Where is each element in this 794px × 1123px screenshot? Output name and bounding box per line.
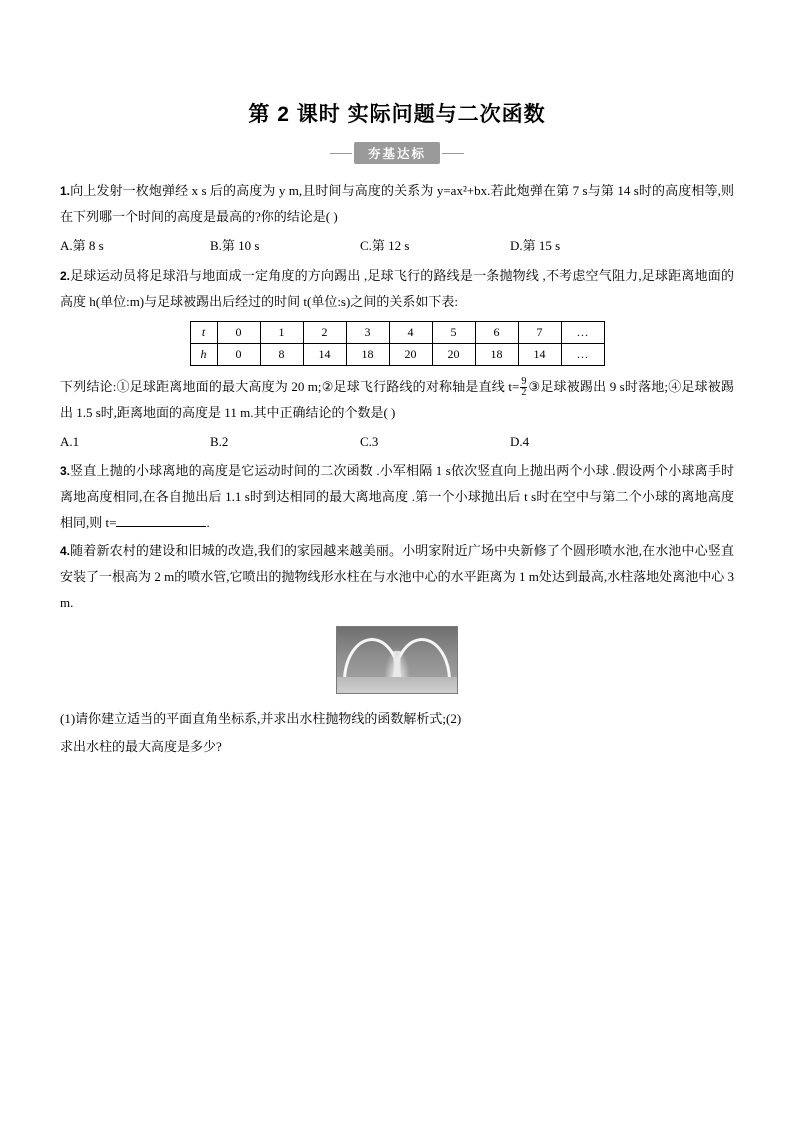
- pool-base: [337, 677, 457, 693]
- question-2-option-c[interactable]: C.3: [360, 433, 379, 449]
- question-2-conclusion-1: ①足球距离地面的最大高度为 20 m;: [116, 378, 322, 394]
- question-3: [60, 458, 734, 536]
- question-2-text: 足球运动员将足球沿与地面成一定角度的方向踢出 ,足球飞行的路线是一条抛物线 ,不考虑空气阻力,足球距离地面的高度 h(单位:m)与足球被踢出后经过的时间 t(单位:s)之间的关系如下表:: [60, 267, 734, 309]
- table-cell: 4: [389, 321, 432, 343]
- question-2-conclusion-3: ③足球被踢出 9 s时落地;: [528, 378, 669, 394]
- question-3-text-end: .: [206, 515, 210, 531]
- table-cell: 8: [260, 343, 303, 365]
- question-1: [60, 178, 734, 230]
- question-2-number: 2.: [60, 268, 71, 283]
- question-2-table: [190, 321, 605, 366]
- table-cell: 14: [303, 343, 346, 365]
- question-4-sub-2: 求出水柱的最大高度是多少?: [60, 739, 222, 755]
- question-2-option-d[interactable]: D.4: [510, 433, 530, 449]
- table-row: [190, 321, 604, 343]
- table-cell: 18: [475, 343, 518, 365]
- question-2-option-b[interactable]: B.2: [210, 433, 229, 449]
- question-2-option-a[interactable]: A.1: [60, 433, 80, 449]
- question-4: [60, 538, 734, 616]
- table-row-label-h: h: [190, 343, 217, 365]
- question-2-table-wrap: [60, 321, 734, 366]
- question-4-image-wrap: [60, 626, 734, 694]
- fraction-numerator: 9: [521, 375, 527, 387]
- section-badge: 夯基达标: [354, 142, 440, 164]
- question-2-conclusion-4: ④足球被踢出 1.5 s时,距离地面的高度是 11 m.其中正确结论的个数是( ): [60, 378, 734, 420]
- question-3-number: 3.: [60, 464, 71, 479]
- table-cell: 3: [346, 321, 389, 343]
- page-title: 第 2 课时 实际问题与二次函数: [248, 103, 546, 126]
- table-cell: 18: [346, 343, 389, 365]
- question-1-option-c[interactable]: C.第 12 s: [360, 238, 410, 253]
- question-1-option-b[interactable]: B.第 10 s: [210, 238, 260, 253]
- table-cell: 0: [217, 321, 260, 343]
- question-2-conclusions-lead: 下列结论:: [60, 378, 117, 394]
- table-cell: 2: [303, 321, 346, 343]
- fountain-photo: [336, 626, 458, 694]
- table-cell: 5: [432, 321, 475, 343]
- table-cell: 0: [217, 343, 260, 365]
- question-2-options: [60, 428, 734, 457]
- question-1-text: 向上发射一枚炮弹经 x s 后的高度为 y m,且时间与高度的关系为 y=ax²+bx.若此炮弹在第 7 s与第 14 s时的高度相等,则在下列哪一个时间的高度是最高的?你的结论是( ): [60, 183, 734, 224]
- question-4-sub-1: (1)请你建立适当的平面直角坐标系,并求出水柱抛物线的函数解析式;(2): [60, 711, 462, 727]
- fraction-nine-halves: [520, 377, 527, 399]
- table-cell: 7: [518, 321, 561, 343]
- table-cell: …: [561, 343, 604, 365]
- table-cell: 6: [475, 321, 518, 343]
- question-4-number: 4.: [60, 544, 71, 559]
- table-cell: …: [561, 321, 604, 343]
- question-4-text: 随着新农村的建设和旧城的改造,我们的家园越来越美丽。小明家附近广场中央新修了个圆形喷水池,在水池中心竖直安装了一根高为 2 m的喷水管,它喷出的抛物线形水柱在与水池中心的水平距离为 1 m处达到最高,水柱落地处离池中心 3 m.: [60, 543, 734, 611]
- table-cell: 1: [260, 321, 303, 343]
- table-cell: 20: [389, 343, 432, 365]
- question-1-number: 1.: [60, 184, 71, 198]
- question-1-options: [60, 232, 734, 261]
- table-cell: 20: [432, 343, 475, 365]
- section-badge-wrap: [60, 142, 734, 164]
- question-3-text: 竖直上抛的小球离地的高度是它运动时间的二次函数 .小军相隔 1 s依次竖直向上抛出两个小球 .假设两个小球离手时离地高度相同,在各自抛出后 1.1 s时到达相同的最大离地高度 .第一个小球抛出后 t s时在空中与第二个小球的离地高度相同,则 t=: [60, 463, 734, 531]
- question-2: [60, 263, 734, 315]
- table-row: [190, 343, 604, 365]
- question-2-conclusion-2: ②足球飞行路线的对称轴是直线 t=: [321, 378, 520, 394]
- question-1-option-d[interactable]: D.第 15 s: [510, 238, 561, 253]
- table-cell: 14: [518, 343, 561, 365]
- question-3-answer-blank[interactable]: [116, 514, 206, 527]
- question-1-option-a[interactable]: A.第 8 s: [60, 238, 104, 253]
- fraction-denominator: 2: [521, 387, 527, 399]
- table-row-label-t: t: [190, 321, 217, 343]
- question-2-conclusions: [60, 374, 734, 426]
